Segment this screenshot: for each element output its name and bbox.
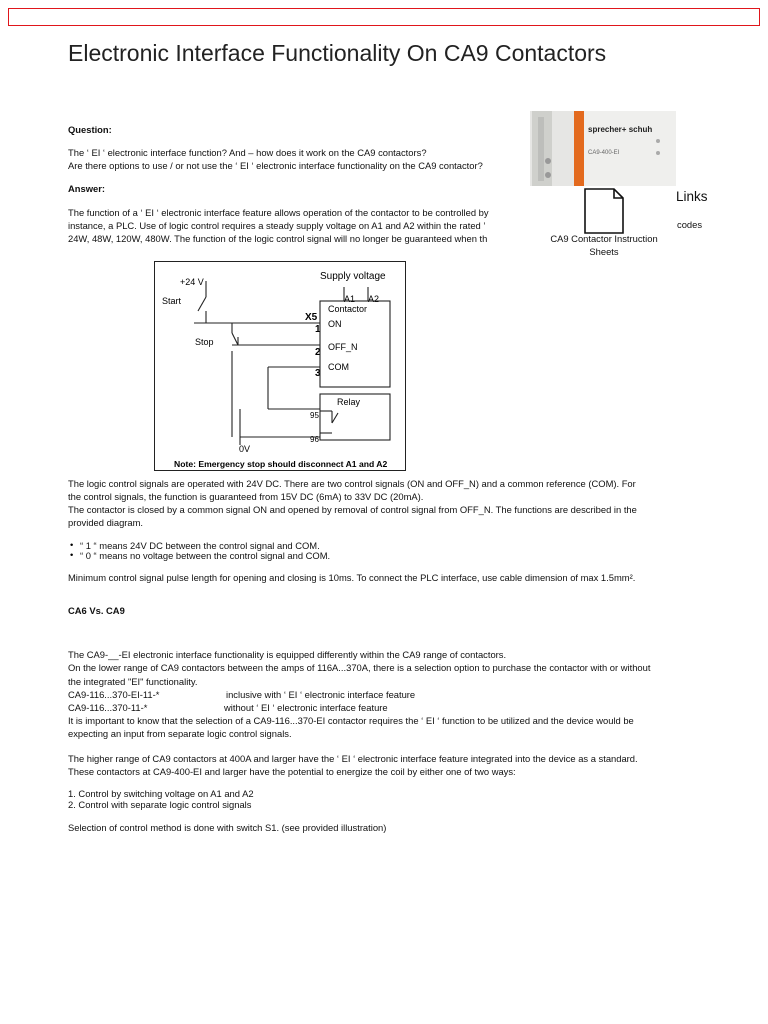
paragraph-line: expecting an input from separate logic control signals. (68, 728, 292, 739)
paragraph-line: The CA9-__-EI electronic interface functionality is equipped differently within the CA9 range of contactors. (68, 649, 507, 660)
paragraph-line: provided diagram. (68, 517, 144, 528)
label-contactor: Contactor (328, 304, 368, 314)
section-heading: CA6 Vs. CA9 (68, 605, 125, 616)
bullet-item: “ 0 “ means no voltage between the control signal and COM. (80, 550, 331, 561)
label-relay: Relay (337, 397, 361, 407)
paragraph-line: These contactors at CA9-400-EI and larger have the potential to energize the coil by either one of two ways: (68, 766, 516, 777)
label-pin3: 3 (315, 368, 321, 379)
option-item: 1. Control by switching voltage on A1 and A2 (68, 788, 254, 799)
label-start: Start (162, 296, 182, 306)
selection-paragraph: Selection of control method is done with switch S1. (see provided illustration) (68, 822, 387, 833)
wiring-diagram (154, 261, 406, 471)
label-a1: A1 (344, 294, 356, 304)
answer-heading: Answer: (68, 183, 105, 194)
label-a2: A2 (368, 294, 380, 304)
label-0v: 0V (239, 444, 251, 454)
table-code: CA9-116...370-11-* (68, 702, 148, 713)
table-desc: without ‘ EI ‘ electronic interface feature (224, 702, 388, 713)
paragraph-line: the integrated "EI" functionality. (68, 676, 198, 687)
label-plus24v: +24 V (180, 277, 204, 287)
label-96: 96 (310, 435, 319, 444)
question-heading: Question: (68, 124, 112, 135)
paragraph-line: On the lower range of CA9 contactors between the amps of 116A...370A, there is a selection option to purchase the contactor with or without (68, 662, 651, 673)
paragraph-line: The higher range of CA9 contactors at 400A and larger have the ‘ EI ‘ electronic interface feature integrated into the device as a standard. (68, 753, 638, 764)
label-off-n: OFF_N (328, 342, 358, 352)
question-line: Are there options to use / or not use the ‘ EI ‘ electronic interface functionality on the CA9 contactor? (68, 160, 483, 171)
document-icon (584, 188, 624, 239)
answer-line: 24W, 48W, 120W, 480W. The function of the logic control signal will no longer be guaranteed when th (68, 233, 488, 244)
label-95: 95 (310, 411, 319, 420)
label-pin1: 1 (315, 324, 321, 335)
paragraph-line: It is important to know that the selection of a CA9-116...370-EI contactor requires the ‘ EI ‘ function to be utilized and the device would be (68, 715, 634, 726)
links-title: Links (676, 189, 708, 204)
bullet-item: “ 1 “ means 24V DC between the control signal and COM. (80, 540, 320, 551)
paragraph-line: The logic control signals are operated with 24V DC. There are two control signals (ON and OFF_N) and a common reference (COM). For (68, 478, 636, 489)
page-title: Electronic Interface Functionality On CA9 Contactors (68, 40, 607, 66)
bullet-dot: • (70, 549, 74, 560)
label-stop: Stop (195, 337, 214, 347)
label-supply-voltage: Supply voltage (320, 271, 386, 282)
label-com: COM (328, 362, 349, 372)
table-code: CA9-116...370-EI-11-* (68, 689, 160, 700)
label-pin2: 2 (315, 347, 321, 358)
bullet-dot: • (70, 539, 74, 550)
codes-fragment: codes (677, 219, 703, 230)
header-banner-box (8, 8, 760, 26)
pulse-paragraph: Minimum control signal pulse length for opening and closing is 10ms. To connect the PLC interface, use cable dimension of max 1.5mm². (68, 572, 636, 583)
option-item: 2. Control with separate logic control signals (68, 799, 252, 810)
link-ca9-instruction-sheets[interactable]: CA9 Contactor Instruction Sheets (550, 233, 658, 257)
product-brand: sprecher+ schuh (588, 125, 653, 134)
label-on: ON (328, 319, 342, 329)
question-line: The ‘ EI ‘ electronic interface function? And – how does it work on the CA9 contactors? (68, 147, 427, 158)
table-desc: inclusive with ‘ EI ‘ electronic interface feature (226, 689, 416, 700)
product-model: CA9-400-EI (588, 150, 620, 156)
label-x5: X5 (305, 312, 318, 323)
paragraph-line: the control signals, the function is guaranteed from 15V DC (6mA) to 33V DC (20mA). (68, 491, 424, 502)
answer-line: instance, a PLC. Use of logic control requires a steady supply voltage on A1 and A2 within the rated ’ (68, 220, 486, 231)
diagram-note: Note: Emergency stop should disconnect A1 and A2 (174, 459, 388, 469)
paragraph-line: The contactor is closed by a common signal ON and opened by removal of control signal from OFF_N. The functions are described in the (68, 504, 637, 515)
answer-line: The function of a ‘ EI ‘ electronic interface feature allows operation of the contactor to be controlled by (68, 207, 489, 218)
product-image (530, 111, 676, 186)
